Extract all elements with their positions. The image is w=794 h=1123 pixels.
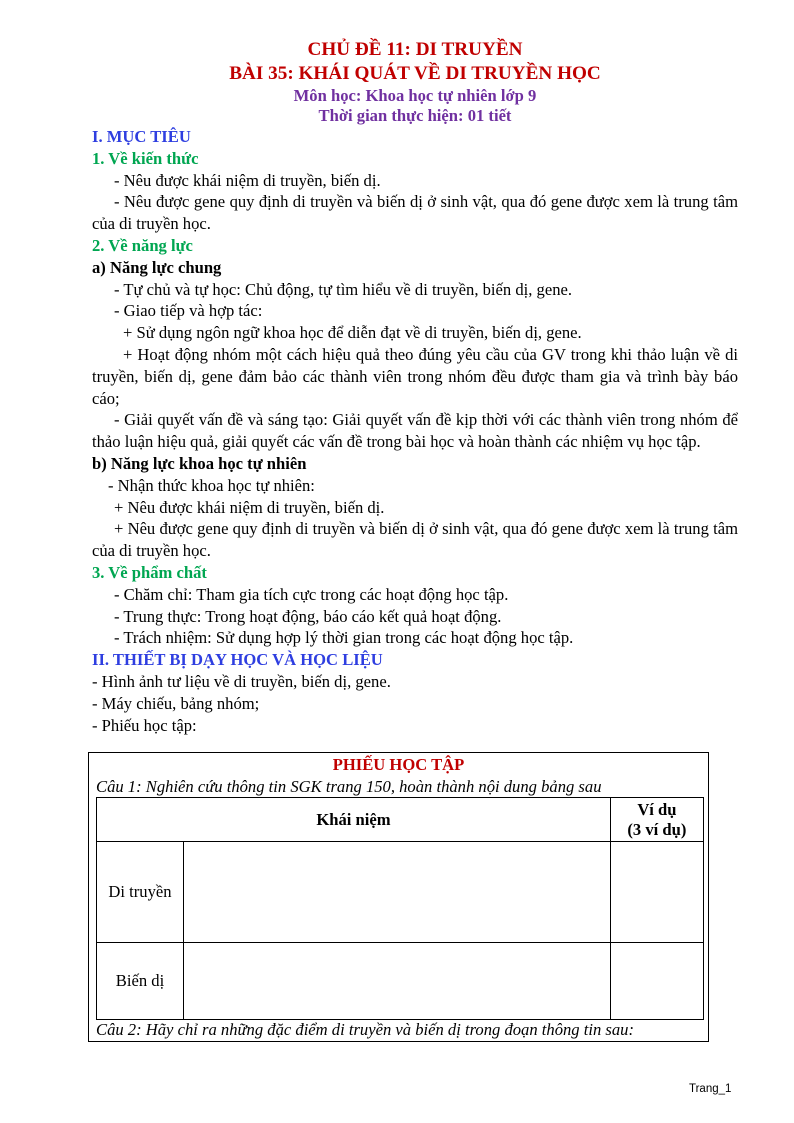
general-competence-heading: a) Năng lực chung [92, 257, 222, 277]
row-label-heredity: Di truyền [97, 842, 184, 943]
science-subitem: + Nêu được gene quy định di truyền và biến dị ở sinh vật, qua đó gene được xem là trung tâm của di truyền học. [92, 519, 738, 561]
quality-item: - Chăm chỉ: Tham gia tích cực trong các hoạt động học tập. [114, 584, 509, 604]
lesson-title: BÀI 35: KHÁI QUÁT VỀ DI TRUYỀN HỌC [229, 63, 601, 84]
material-item: - Máy chiếu, bảng nhóm; [92, 693, 260, 713]
section-objectives-heading: I. MỤC TIÊU [92, 127, 191, 146]
knowledge-item: - Nêu được khái niệm di truyền, biến dị. [114, 170, 381, 190]
header-example-line2: (3 ví dụ) [627, 819, 687, 839]
qualities-heading: 3. Về phẩm chất [92, 562, 207, 582]
subject-line: Môn học: Khoa học tự nhiên lớp 9 [293, 86, 537, 105]
quality-item: - Trung thực: Trong hoạt động, báo cáo kết quả hoạt động. [114, 606, 502, 626]
row-label-variation: Biến dị [97, 943, 184, 1020]
worksheet-question-1: Câu 1: Nghiên cứu thông tin SGK trang 150, hoàn thành nội dung bảng sau [96, 777, 602, 796]
knowledge-heading: 1. Về kiến thức [92, 148, 199, 168]
problem-solving-item: - Giải quyết vấn đề và sáng tạo: Giải quyết vấn đề kịp thời với các thành viên trong nhóm để thảo luận hiệu quả, giải quyết các vấn đề trong bài học và hoàn thành các nhiệm vụ học tập. [92, 410, 738, 452]
science-cognition-item: - Nhận thức khoa học tự nhiên: [108, 475, 315, 495]
science-competence-heading: b) Năng lực khoa học tự nhiên [92, 453, 307, 473]
material-item: - Hình ảnh tư liệu về di truyền, biến dị, gene. [92, 671, 391, 691]
concept-cell-variation[interactable] [184, 943, 611, 1020]
table-row [97, 943, 704, 1020]
communication-item: - Giao tiếp và hợp tác: [114, 301, 263, 321]
competence-heading: 2. Về năng lực [92, 235, 193, 255]
duration-line: Thời gian thực hiện: 01 tiết [318, 106, 512, 125]
knowledge-item: - Nêu được gene quy định di truyền và biến dị ở sinh vật, qua đó gene được xem là trung tâm của di truyền học. [92, 192, 738, 234]
concept-cell-heredity[interactable] [184, 842, 611, 943]
section-materials-heading: II. THIẾT BỊ DẠY HỌC VÀ HỌC LIỆU [92, 650, 383, 670]
header-concept: Khái niệm [97, 798, 611, 842]
material-item: - Phiếu học tập: [92, 715, 197, 735]
science-subitem: + Nêu được khái niệm di truyền, biến dị. [114, 497, 385, 517]
topic-title: CHỦ ĐỀ 11: DI TRUYỀN [307, 39, 523, 60]
quality-item: - Trách nhiệm: Sử dụng hợp lý thời gian trong các hoạt động học tập. [114, 628, 574, 648]
worksheet-box [88, 752, 709, 1042]
worksheet-question-2: Câu 2: Hãy chỉ ra những đặc điểm di truyền và biến dị trong đoạn thông tin sau: [96, 1020, 634, 1039]
header-example [610, 798, 703, 842]
header-example-line1: Ví dụ [637, 799, 677, 819]
example-cell-heredity[interactable] [610, 842, 703, 943]
self-study-item: - Tự chủ và tự học: Chủ động, tự tìm hiểu về di truyền, biến dị, gene. [114, 279, 573, 299]
worksheet-table [96, 797, 704, 1020]
document-body [92, 38, 738, 736]
page-number: Trang_1 [689, 1083, 732, 1095]
communication-subitem: + Hoạt động nhóm một cách hiệu quả theo đúng yêu cầu của GV trong khi thảo luận về di truyền, biến dị, gene đảm bảo các thành viên trong nhóm đều được tham gia và trình bày báo cáo; [92, 344, 738, 408]
example-cell-variation[interactable] [610, 943, 703, 1020]
worksheet-title: PHIẾU HỌC TẬP [332, 755, 465, 774]
table-row [97, 842, 704, 943]
communication-subitem: + Sử dụng ngôn ngữ khoa học để diễn đạt về di truyền, biến dị, gene. [123, 323, 582, 343]
